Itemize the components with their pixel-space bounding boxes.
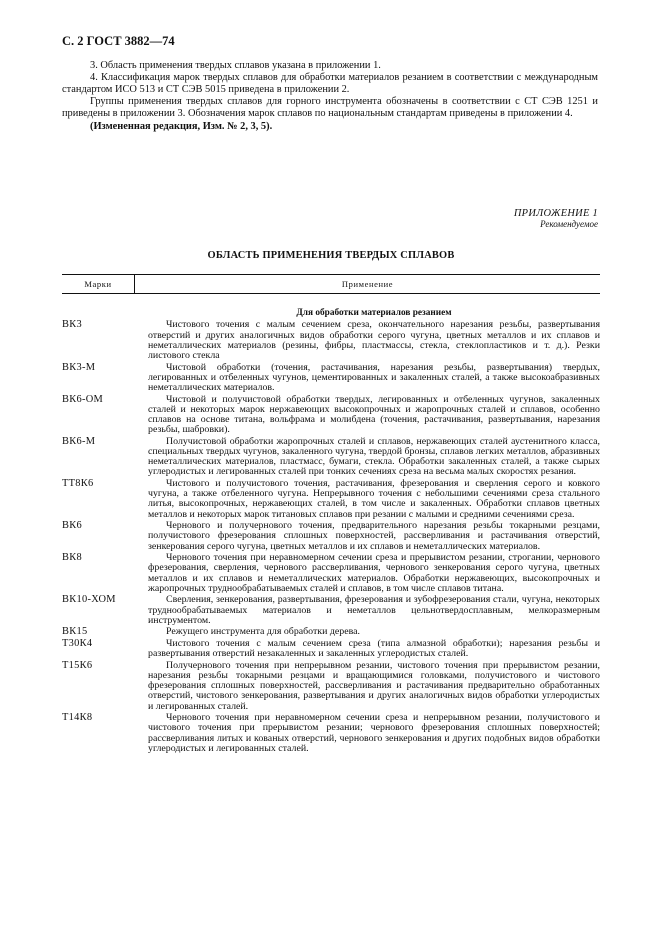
- edition-note: (Измененная редакция, Изм. № 2, 3, 5).: [90, 121, 273, 132]
- appendix-title: ПРИЛОЖЕНИЕ 1: [513, 208, 598, 219]
- appendix-label: [514, 208, 598, 229]
- intro-paragraph-4: 4. Классификация марок твердых сплавов для обработки материалов резанием в соответствии с международным стандартом ИСО 513 и СТ СЭВ 5015 приведена в приложении 2.: [62, 72, 598, 95]
- table-row: [62, 395, 600, 436]
- alloy-application: Чистового и получистового точения, растачивания, фрезерования и сверления серого и ковкого чугуна, а также отбеленного чугуна. Непрерывного точения с небольшими сечениями среза стального литья, высокопрочных, нержавеющих сталей, в том числе и закаленных. Обработки сплавов цветных металлов и некоторых марок титановых сплавов при резании с малыми и средними сечениями среза.: [148, 478, 600, 520]
- page-header: С. 2 ГОСТ 3882—74: [62, 34, 175, 48]
- alloy-application: Чернового точения при неравномерном сечении среза и непрерывном резании, получистового и чистового точения при прерывистом резании; чернового фрезерования сплошных поверхностей; рассверливания литых и кованых отверстий, чернового зенкерования и других подобных видов обработки углеродистых и легированных сталей.: [148, 712, 600, 754]
- alloy-application: Чистовой и получистовой обработки твердых, легированных и отбеленных чугунов, закаленных сталей и некоторых марок нержавеющих высокопрочных и жаропрочных сталей и сплавов, особенно сплавов на основе титана, вольфрама и молибдена (точения, растачивания, развертывания, нарезания резьбы, шабровки).: [148, 393, 600, 436]
- table-row: [62, 479, 600, 520]
- intro-paragraph-3: 3. Область применения твердых сплавов указана в приложении 1.: [90, 60, 381, 71]
- column-header-application: Применение: [341, 279, 394, 289]
- alloy-application: Чистового точения с малым сечением среза (типа алмазной обработки); нарезания резьбы и развертывания отверстий незакаленных и закаленных углеродистых сталей.: [148, 638, 600, 660]
- table-body: [62, 320, 600, 754]
- table-row: [62, 320, 600, 361]
- alloy-mark: ВК6-ОМ: [62, 393, 104, 405]
- alloy-mark: ВК6: [62, 520, 82, 532]
- table-header: [62, 274, 600, 294]
- intro-paragraph-groups: Группы применения твердых сплавов для горного инструмента обозначены в соответствии с СТ СЭВ 1251 и приведены в приложении 3. Обозначения марок сплавов по национальным стандартам приведены в приложении 4.: [62, 96, 598, 119]
- alloy-application: Сверления, зенкерования, развертывания, фрезерования и зубофрезерования стали, чугуна, некоторых труднообрабатываемых материалов и неметаллов цельнотвердосплавным, мелкоразмерным инструментом.: [148, 594, 600, 626]
- table-row: [62, 363, 600, 394]
- alloy-mark: ВК15: [62, 626, 88, 638]
- table-row: [62, 437, 600, 478]
- alloys-table: [62, 274, 600, 754]
- alloy-mark: ВК3-М: [62, 361, 96, 373]
- alloy-mark: ВК6-М: [62, 435, 96, 447]
- section-heading: Для обработки материалов резанием: [296, 308, 452, 318]
- table-title: ОБЛАСТЬ ПРИМЕНЕНИЯ ТВЕРДЫХ СПЛАВОВ: [207, 250, 455, 261]
- intro-block: [62, 60, 598, 133]
- alloy-application: Чернового точения при неравномерном сечении среза и прерывистом резании, строгании, чернового фрезерования, сверления, чернового рассверливания, чернового зенкерования серого чугуна, цветных металлов и их сплавов и неметаллических материалов. Обработки нержавеющих, высокопрочных и жаропрочных труднообрабатываемых сталей и сплавов, в том числе сплавов титана.: [148, 552, 600, 594]
- table-row: [62, 595, 600, 626]
- alloy-mark: Т14К8: [62, 712, 93, 724]
- alloy-mark: ТТ8К6: [62, 478, 94, 489]
- column-header-marks: Марки: [62, 275, 135, 293]
- alloy-mark: Т30К4: [62, 638, 93, 649]
- alloy-application: Чистового точения с малым сечением среза, окончательного нарезания резьбы, развертывания отверстий и других аналогичных видов обработки серого чугуна, цветных металлов и их сплавов и неметаллических материалов (резины, фибры, пластмассы, стекла, стеклопластиков и т. д.). Резки листового стекла: [148, 319, 600, 361]
- alloy-mark: ВК8: [62, 552, 82, 564]
- table-row: [62, 553, 600, 594]
- table-row: [62, 627, 600, 637]
- appendix-subtitle: Рекомендуемое: [540, 219, 598, 229]
- alloy-application: Чистовой обработки (точения, растачивания, нарезания резьбы, развертывания) твердых, легированных и отбеленных чугунов, цементированных и закаленных сталей, а также высокоабразивных неметаллических материалов.: [148, 361, 600, 393]
- alloy-application: Чернового и получернового точения, предварительного нарезания резьбы токарными резцами, получистового фрезерования сплошных поверхностей, рассверливания и растачивания отверстий, зенкерования серого чугуна, цветных металлов и их сплавов и неметаллических материалов.: [148, 520, 600, 552]
- alloy-application: Получистовой обработки жаропрочных сталей и сплавов, нержавеющих сталей аустенитного класса, специальных твердых чугунов, закаленного чугуна, твердой бронзы, сплавов легких металлов, абразивных неметаллических материалов, пластмасс, бумаги, стекла. Обработки закаленных сталей, а также сырых углеродистых и легированных сталей при тонких сечениях среза на весьма малых скоростях резания.: [148, 435, 601, 478]
- alloy-mark: ВК10-ХОМ: [62, 594, 116, 606]
- alloy-application: Получернового точения при непрерывном резании, чистового точения при прерывистом резании, нарезания резьбы токарными резцами и вращающимися головками, получистового и чистового фрезерования сплошных поверхностей, рассверливания и растачивания предварительно обработанных отверстий, чистового зенкерования, развертывания и других аналогичных видов обработки углеродистых и легированных сталей.: [148, 659, 600, 712]
- table-row: [62, 521, 600, 552]
- alloy-application: Режущего инструмента для обработки дерева.: [166, 626, 360, 638]
- table-row: [62, 713, 600, 754]
- table-row: [62, 661, 600, 712]
- alloy-mark: ВК3: [62, 319, 82, 331]
- table-row: [62, 639, 600, 659]
- alloy-mark: Т15К6: [62, 659, 93, 671]
